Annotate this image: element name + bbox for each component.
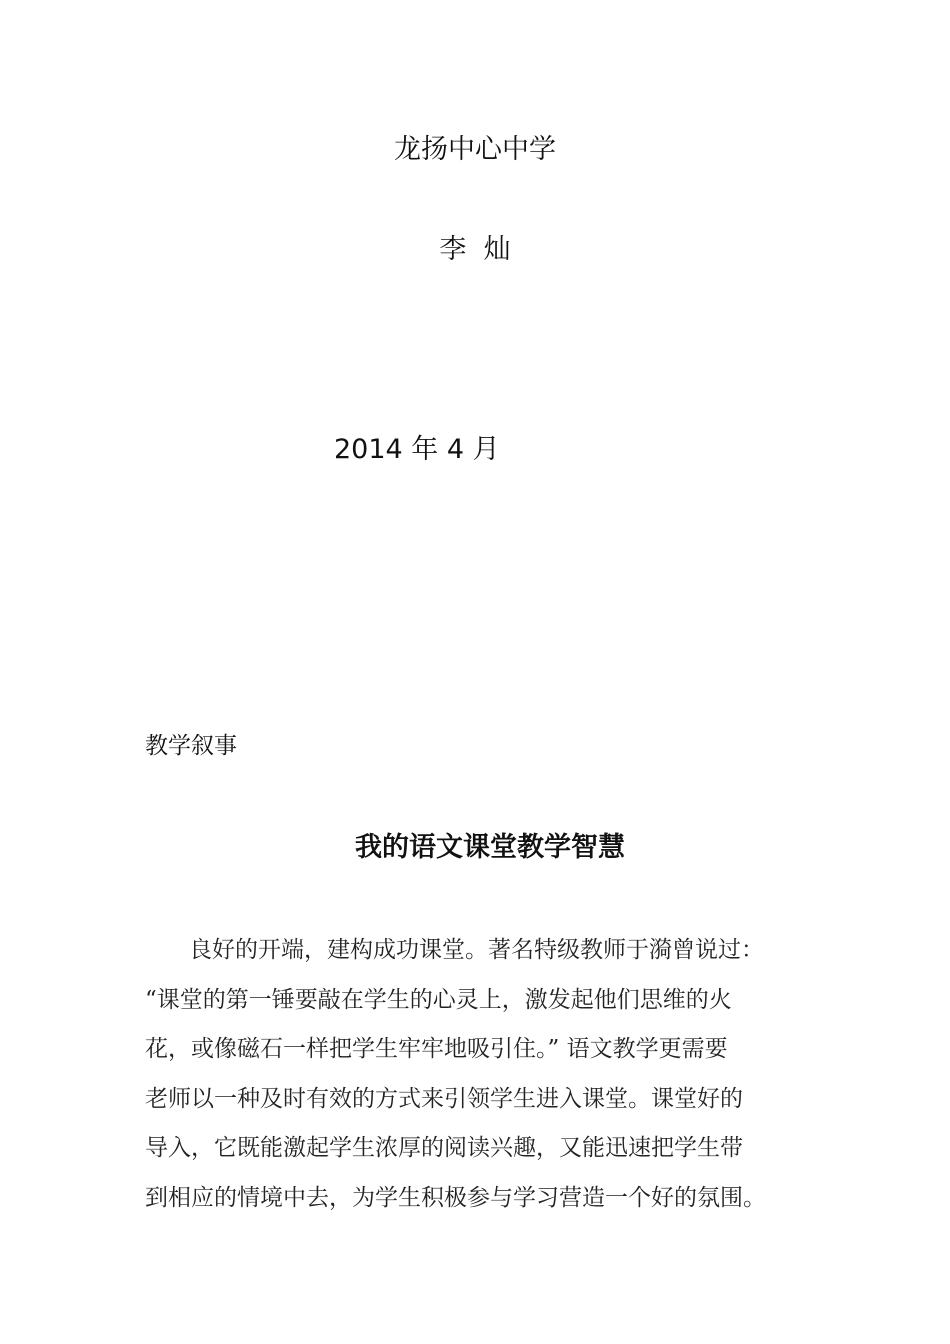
cover-date: 2014 年 4 月	[334, 434, 500, 465]
body-line: 到相应的情境中去，为学生积极参与学习营造一个好的氛围。	[145, 1184, 766, 1211]
author-name: 李 灿	[439, 234, 511, 265]
body-line: 良好的开端，建构成功课堂。著名特级教师于漪曾说过：	[189, 937, 764, 963]
school-name: 龙扬中心中学	[394, 134, 556, 165]
body-line: 老师以一种及时有效的方式来引领学生进入课堂。课堂好的	[145, 1085, 743, 1112]
section-label: 教学叙事	[145, 733, 237, 759]
article-title: 我的语文课堂教学智慧	[355, 832, 625, 863]
body-line: 花，或像磁石一样把学生牢牢地吸引住。” 语文教学更需要	[145, 1036, 728, 1062]
article-body	[145, 926, 825, 1223]
body-line: “课堂的第一锤要敲在学生的心灵上，激发起他们思维的火	[145, 986, 732, 1013]
body-line: 导入，它既能激起学生浓厚的阅读兴趣，又能迅速把学生带	[145, 1135, 743, 1161]
